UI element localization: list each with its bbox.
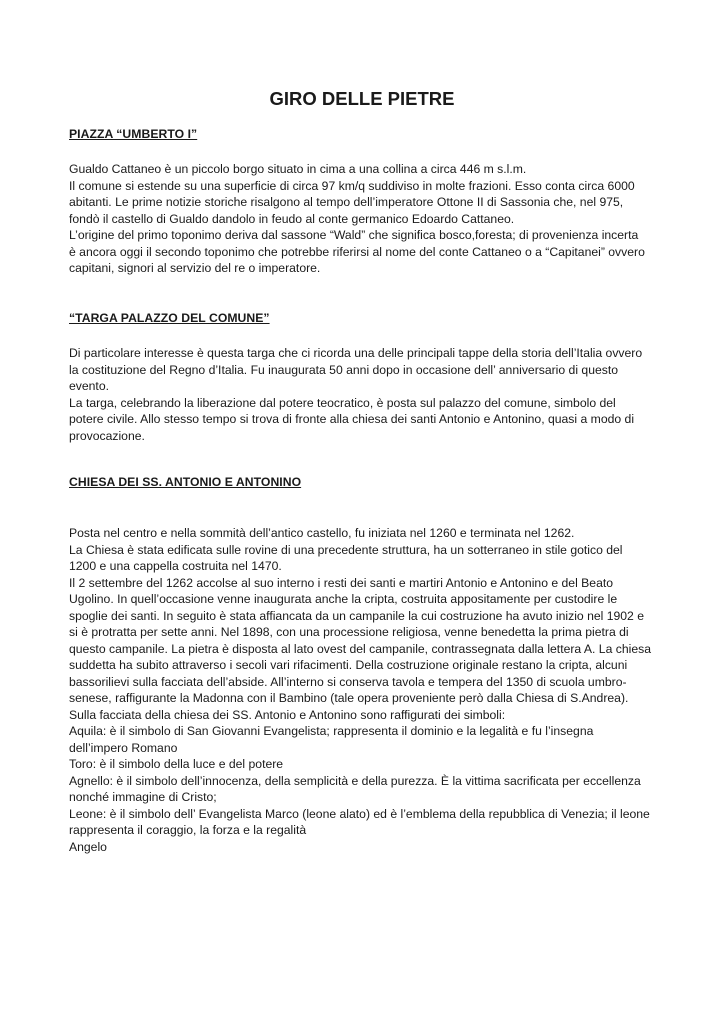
paragraph-line: L’origine del primo toponimo deriva dal sassone “Wald” che significa bosco,foresta; di provenienza incerta: [69, 228, 639, 242]
paragraph-line: Di particolare interesse è questa targa che ci ricorda una delle principali tappe della storia dell’Italia ovvero: [69, 346, 643, 360]
section-body-chiesa: [69, 525, 661, 855]
paragraph-line: Il comune si estende su una superficie di circa 97 km/q suddiviso in molte frazioni. Esso conta circa 6000: [69, 178, 635, 193]
paragraph-line: spoglie dei santi. In seguito è stata affiancata da un campanile la cui costruzione ha avuto inizio nel 1902 e: [69, 608, 644, 623]
section-heading-piazza: PIAZZA “UMBERTO I”: [69, 127, 198, 141]
paragraph-line: suddetta ha subito attraverso i secoli vari rifacimenti. Della costruzione originale restano la cripta, alcuni: [69, 658, 628, 672]
paragraph-line: Sulla facciata della chiesa dei SS. Antonio e Antonino sono raffigurati dei simboli:: [69, 707, 506, 722]
paragraph-line: abitanti. Le prime notizie storiche risalgono al tempo dell’imperatore Ottone II di Sassonia che, nel 975,: [69, 195, 624, 209]
paragraph-line: senese, raffigurante la Madonna con il Bambino (tale opera proveniente però dalla Chiesa di S.Andrea).: [69, 691, 629, 705]
paragraph-line: nonché immagine di Cristo;: [69, 790, 217, 804]
paragraph-line: Agnello: è il simbolo dell’innocenza, della semplicità e della purezza. È la vittima sacrificata per eccellenza: [69, 773, 641, 788]
paragraph-line: dell’impero Romano: [69, 740, 178, 755]
paragraph-line: Aquila: è il simbolo di San Giovanni Evangelista; rappresenta il dominio e la legalità e fu l’insegna: [69, 724, 594, 738]
section-body-piazza: [69, 161, 661, 277]
paragraph-line: Angelo: [69, 839, 107, 854]
paragraph-line: rappresenta il coraggio, la forza e la regalità: [69, 823, 307, 837]
paragraph-line: Toro: è il simbolo della luce e del potere: [69, 757, 284, 771]
paragraph-line: Gualdo Cattaneo è un piccolo borgo situato in cima a una collina a circa 446 m s.l.m.: [69, 162, 527, 176]
paragraph-line: Leone: è il simbolo dell’ Evangelista Marco (leone alato) ed è l’emblema della repubblica di Venezia; il leone: [69, 806, 650, 821]
section-heading-chiesa: CHIESA DEI SS. ANTONIO E ANTONINO: [69, 475, 302, 489]
paragraph-line: fondò il castello di Gualdo dandolo in feudo al conte germanico Edoardo Cattaneo.: [69, 211, 515, 226]
paragraph-line: si è protratta per sette anni. Nel 1898, con una processione religiosa, venne benedetta la prima pietra di: [69, 625, 629, 639]
paragraph-line: Il 2 settembre del 1262 accolse al suo interno i resti dei santi e martiri Antonio e Antonino e del Beato: [69, 575, 614, 590]
paragraph-line: potere civile. Allo stesso tempo si trova di fronte alla chiesa dei santi Antonio e Antonino, quasi a modo di: [69, 412, 635, 426]
paragraph-line: questo campanile. La pietra è disposta al lato ovest del campanile, contrassegnata dalla lettera A. La chiesa: [69, 641, 651, 656]
paragraph-line: evento.: [69, 379, 109, 393]
paragraph-line: La targa, celebrando la liberazione dal potere teocratico, è posta sul palazzo del comune, simbolo del: [69, 395, 616, 410]
paragraph-line: è ancora oggi il secondo toponimo che potrebbe riferirsi al nome del conte Cattaneo o a “Capitanei” ovvero: [69, 244, 645, 259]
paragraph-line: La Chiesa è stata edificata sulle rovine di una precedente struttura, ha un sotterraneo in stile gotico del: [69, 542, 623, 557]
paragraph-line: bassorilievi sulla facciata dell’abside. All’interno si conserva tavola e tempera del 1350 di scuola umbro-: [69, 674, 627, 689]
section-body-targa: [69, 345, 661, 444]
section-heading-targa: “TARGA PALAZZO DEL COMUNE”: [69, 311, 270, 325]
paragraph-line: capitani, signori al servizio del re o imperatore.: [69, 261, 321, 275]
paragraph-line: Posta nel centro e nella sommità dell’antico castello, fu iniziata nel 1260 e terminata nel 1262.: [69, 526, 575, 540]
paragraph-line: la costituzione del Regno d’Italia. Fu inaugurata 50 anni dopo in occasione dell’ anniversario di questo: [69, 362, 619, 377]
paragraph-line: Ugolino. In quell’occasione venne inaugurata anche la cripta, costruita appositamente per custodire le: [69, 592, 618, 606]
paragraph-line: provocazione.: [69, 428, 145, 443]
page-title: GIRO DELLE PIETRE: [269, 88, 455, 109]
paragraph-line: 1200 e una cappella costruita nel 1470.: [69, 559, 282, 573]
